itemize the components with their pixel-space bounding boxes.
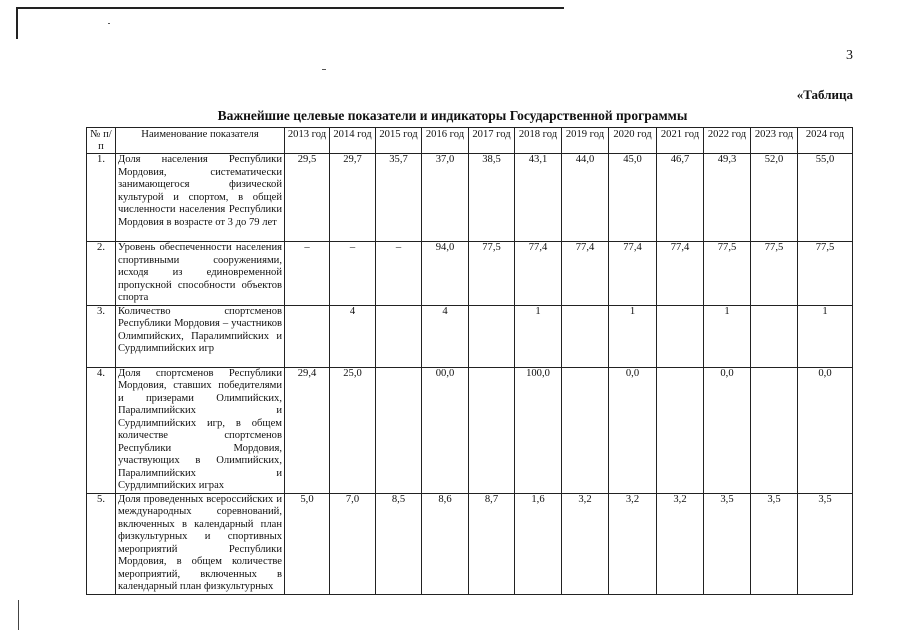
header-year: 2023 год: [751, 128, 798, 154]
indicator-value: 77,4: [609, 242, 657, 306]
indicator-value: 3,5: [751, 493, 798, 594]
indicator-value: 4: [422, 305, 469, 367]
indicator-value: 77,5: [469, 242, 515, 306]
row-number: 1.: [87, 154, 116, 242]
indicator-value: 38,5: [469, 154, 515, 242]
indicator-value: 55,0: [798, 154, 853, 242]
indicator-value: 94,0: [422, 242, 469, 306]
indicator-value: 7,0: [330, 493, 376, 594]
header-year: 2015 год: [376, 128, 422, 154]
indicator-name: Уровень обеспеченности населения спортивными сооружениями, исходя из единовременной пропускной способности объектов спорта: [116, 242, 285, 306]
indicator-value: 37,0: [422, 154, 469, 242]
indicator-value: [469, 305, 515, 367]
table-row: [87, 367, 853, 493]
indicator-value: –: [285, 242, 330, 306]
indicator-value: 3,2: [609, 493, 657, 594]
indicator-value: 5,0: [285, 493, 330, 594]
indicator-value: [562, 367, 609, 493]
indicator-value: 3,2: [562, 493, 609, 594]
indicator-value: 0,0: [609, 367, 657, 493]
row-number: 4.: [87, 367, 116, 493]
header-year: 2024 год: [798, 128, 853, 154]
header-num: № п/п: [87, 128, 116, 154]
header-year: 2014 год: [330, 128, 376, 154]
indicator-name: Доля проведенных всероссийских и международных соревнований, включенных в календарный план физкультурных и спортивных мероприятий Республики Мордовия, в общем количестве мероприятий, включенных в календарный план физкультурных: [116, 493, 285, 594]
table-row: [87, 242, 853, 306]
scan-speck: [322, 69, 326, 70]
table-row: [87, 493, 853, 594]
scan-speck: [108, 23, 110, 24]
header-row: [87, 128, 853, 154]
indicator-name: Количество спортсменов Республики Мордовия – участников Олимпийских, Паралимпийских и Сурдлимпийских игр: [116, 305, 285, 367]
indicator-value: 49,3: [704, 154, 751, 242]
indicator-value: 0,0: [704, 367, 751, 493]
header-year: 2013 год: [285, 128, 330, 154]
indicator-value: 29,7: [330, 154, 376, 242]
indicator-value: [562, 305, 609, 367]
header-year: 2019 год: [562, 128, 609, 154]
table-header: [87, 128, 853, 154]
header-year: 2018 год: [515, 128, 562, 154]
row-number: 5.: [87, 493, 116, 594]
indicator-name: Доля населения Республики Мордовия, систематически занимающегося физической культурой и спортом, в общей численности населения Республики Мордовия в возрасте от 3 до 79 лет: [116, 154, 285, 242]
indicator-value: 77,5: [704, 242, 751, 306]
indicator-value: 00,0: [422, 367, 469, 493]
header-name: Наименование показателя: [116, 128, 285, 154]
header-year: 2021 год: [657, 128, 704, 154]
indicator-value: 46,7: [657, 154, 704, 242]
indicator-name: Доля спортсменов Республики Мордовия, ставших победителями и призерами Олимпийских, Паралимпийских и Сурдлимпийских игр, в общем количестве спортсменов Республики Мордовия, участвующих в Олимпийских, Паралимпийских и Сурдлимпийских играх: [116, 367, 285, 493]
indicator-value: 0,0: [798, 367, 853, 493]
indicator-value: 77,4: [562, 242, 609, 306]
indicator-value: –: [376, 242, 422, 306]
indicator-value: 1: [704, 305, 751, 367]
indicator-value: [751, 305, 798, 367]
indicator-value: 45,0: [609, 154, 657, 242]
scan-artifact-left-edge-bottom: [18, 600, 19, 630]
indicator-value: 29,4: [285, 367, 330, 493]
indicators-table: [86, 127, 853, 595]
table-reference: «Таблица: [796, 87, 853, 102]
indicator-value: 1: [515, 305, 562, 367]
page-number: 3: [846, 48, 853, 63]
table-body: [87, 154, 853, 595]
scan-artifact-left-edge: [16, 7, 18, 39]
indicator-value: [376, 305, 422, 367]
indicator-value: [285, 305, 330, 367]
table-row: [87, 154, 853, 242]
header-year: 2017 год: [469, 128, 515, 154]
table-row: [87, 305, 853, 367]
indicator-value: [376, 367, 422, 493]
indicator-value: –: [330, 242, 376, 306]
indicator-value: [751, 367, 798, 493]
indicator-value: 3,5: [704, 493, 751, 594]
indicator-value: 3,2: [657, 493, 704, 594]
indicator-value: 8,7: [469, 493, 515, 594]
indicator-value: 44,0: [562, 154, 609, 242]
scan-artifact-top-edge: [16, 7, 564, 9]
indicator-value: 25,0: [330, 367, 376, 493]
indicator-value: 77,5: [751, 242, 798, 306]
page-title: Важнейшие целевые показатели и индикаторы Государственной программы: [217, 108, 688, 123]
indicator-value: 3,5: [798, 493, 853, 594]
indicator-value: [657, 367, 704, 493]
indicator-value: 35,7: [376, 154, 422, 242]
indicator-value: 100,0: [515, 367, 562, 493]
header-year: 2016 год: [422, 128, 469, 154]
header-year: 2022 год: [704, 128, 751, 154]
indicator-value: 8,5: [376, 493, 422, 594]
indicator-value: 77,5: [798, 242, 853, 306]
indicator-value: [657, 305, 704, 367]
indicator-value: 1: [798, 305, 853, 367]
indicator-value: 77,4: [515, 242, 562, 306]
row-number: 2.: [87, 242, 116, 306]
indicator-value: 1: [609, 305, 657, 367]
row-number: 3.: [87, 305, 116, 367]
indicator-value: 77,4: [657, 242, 704, 306]
indicator-value: [469, 367, 515, 493]
indicator-value: 1,6: [515, 493, 562, 594]
indicator-value: 43,1: [515, 154, 562, 242]
indicator-value: 8,6: [422, 493, 469, 594]
indicator-value: 52,0: [751, 154, 798, 242]
indicator-value: 29,5: [285, 154, 330, 242]
header-year: 2020 год: [609, 128, 657, 154]
indicator-value: 4: [330, 305, 376, 367]
